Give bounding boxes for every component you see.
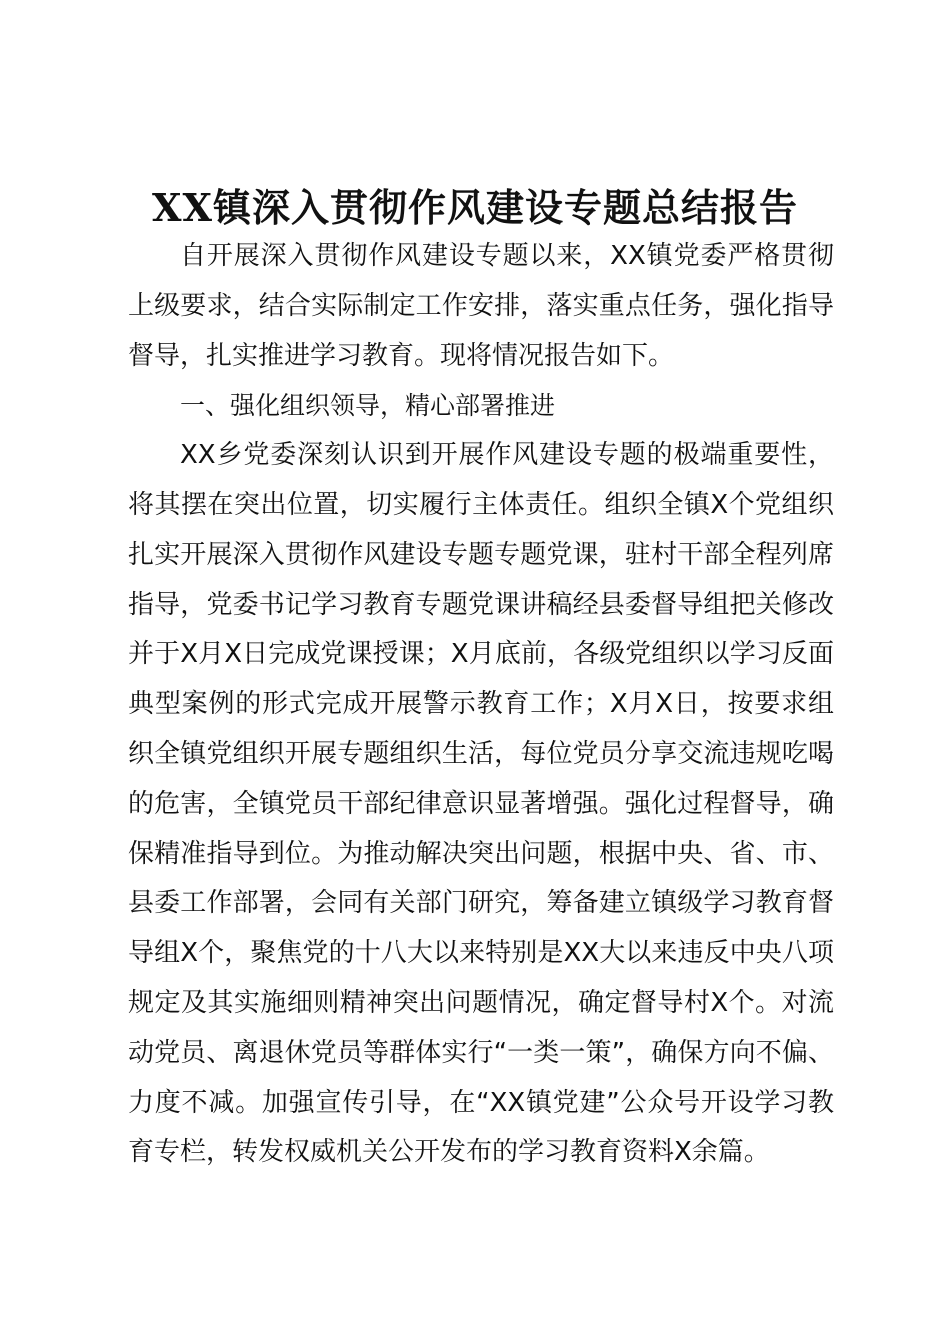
intro-paragraph: 自开展深入贯彻作风建设专题以来，XX镇党委严格贯彻上级要求，结合实际制定工作安排，落实重点任务，强化指导督导，扎实推进学习教育。现将情况报告如下。 — [128, 241, 834, 371]
section-1-heading: 一、强化组织领导，精心部署推进 — [180, 391, 556, 421]
document-body — [128, 232, 834, 1178]
section-1-paragraph: XX乡党委深刻认识到开展作风建设专题的极端重要性，将其摆在突出位置，切实履行主体责任。组织全镇X个党组织扎实开展深入贯彻作风建设专题专题党课，驻村干部全程列席指导，党委书记学习教育专题党课讲稿经县委督导组把关修改并于X月X日完成党课授课；X月底前，各级党组织以学习反面典型案例的形式完成开展警示教育工作；X月X日，按要求组织全镇党组织开展专题组织生活，每位党员分享交流违规吃喝的危害，全镇党员干部纪律意识显著增强。强化过程督导，确保精准指导到位。为推动解决突出问题，根据中央、省、市、县委工作部署，会同有关部门研究，筹备建立镇级学习教育督导组X个，聚焦党的十八大以来特别是XX大以来违反中央八项规定及其实施细则精神突出问题情况，确定督导村X个。对流动党员、离退休党员等群体实行“一类一策”，确保方向不偏、力度不减。加强宣传引导，在“XX镇党建”公众号开设学习教育专栏，转发权威机关公开发布的学习教育资料X余篇。 — [128, 440, 834, 1168]
document-title: XX镇深入贯彻作风建设专题总结报告 — [152, 185, 798, 230]
